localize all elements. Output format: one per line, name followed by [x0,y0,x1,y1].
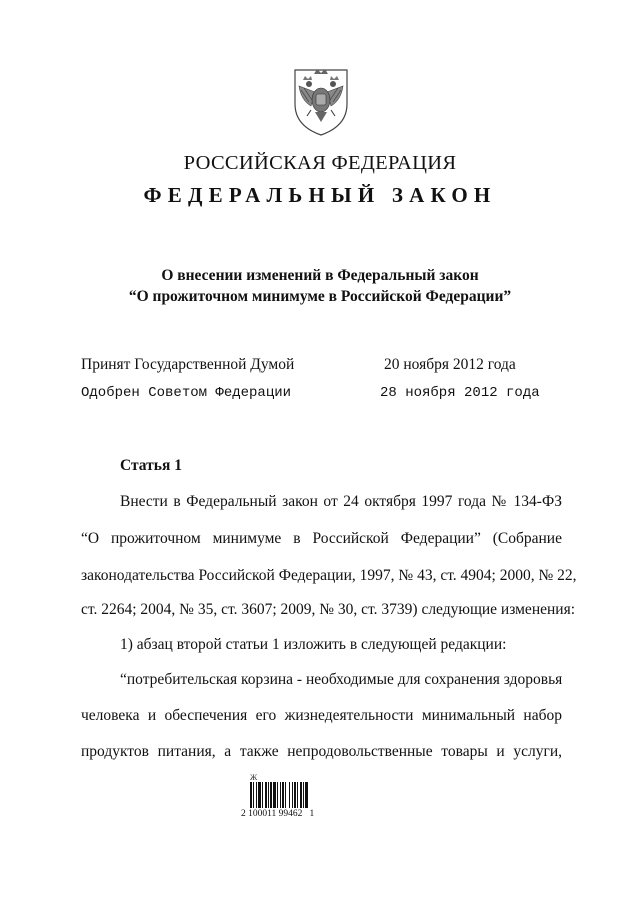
article-text-line: продуктов питания, а также непродовольственные товары и услуги, [81,743,562,760]
law-title-line-1: О внесении изменений в Федеральный закон [161,267,479,284]
council-approval-date: 28 ноября 2012 года [380,385,540,401]
article-heading: Статья 1 [120,457,182,474]
barcode-bars [250,782,332,808]
law-title-line-2: “О прожиточном минимуме в Российской Федерации” [128,288,512,305]
council-approval-label: Одобрен Советом Федерации [81,385,292,401]
law-title [0,265,640,307]
duma-adoption-date: 20 ноября 2012 года [384,356,516,373]
duma-adoption-label: Принят Государственной Думой [81,356,295,373]
coat-of-arms-icon [287,60,355,138]
barcode-number: 2 100011 99462 1 [241,809,315,819]
article-text-line: ст. 2264; 2004, № 35, ст. 3607; 2009, № 30, ст. 3739) следующие изменения: [81,601,576,618]
document-type: ФЕДЕРАЛЬНЫЙ ЗАКОН [143,183,497,207]
country-name: РОССИЙСКАЯ ФЕДЕРАЦИЯ [183,152,457,174]
article-text-line: Внести в Федеральный закон от 24 октября 1997 года № 134-ФЗ [120,493,562,510]
article-text-line: “потребительская корзина - необходимые для сохранения здоровья [120,671,563,688]
article-text-line: законодательства Российской Федерации, 1997, № 43, ст. 4904; 2000, № 22, [81,567,577,584]
article-text-line: человека и обеспечения его жизнедеятельности минимальный набор [81,707,562,724]
article-text-line: 1) абзац второй статьи 1 изложить в следующей редакции: [120,636,507,653]
barcode-mark: Ж [250,773,258,782]
article-text-line: “О прожиточном минимуме в Российской Федерации” (Собрание [81,530,562,547]
barcode [240,773,340,823]
